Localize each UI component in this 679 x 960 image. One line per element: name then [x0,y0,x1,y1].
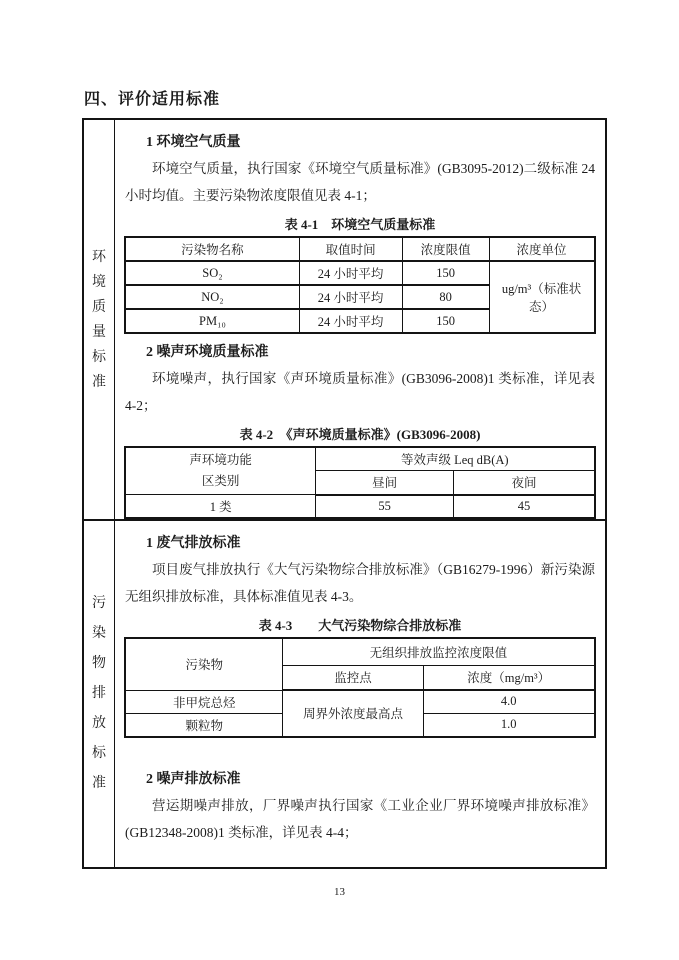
header-function-zone-line2: 区类别 [201,474,240,488]
env-quality-section-label [84,120,115,519]
cell-limit: 150 [402,309,489,333]
cell-unit: ug/m³（标准状态） [489,261,595,333]
header-monitor-point: 监控点 [283,665,424,690]
cell-time: 24 小时平均 [299,285,402,309]
air-quality-paragraph: 环境空气质量，执行国家《环境空气质量标准》(GB3095-2012)二级标准 24 小时均值。主要污染物浓度限值见表 4-1； [125,161,595,203]
header-daytime: 昼间 [315,471,453,495]
env-quality-section [84,120,605,519]
table-4-1-caption: 表 4-1 环境空气质量标准 [284,217,436,232]
emission-label-text: 污染物排放标准 [92,596,106,791]
table-4-2-group-header-row [125,447,594,471]
header-concentration: 浓度（mg/m³） [423,665,594,690]
table-4-3-caption: 表 4-3 大气污染物综合排放标准 [258,618,462,633]
gas-emission-paragraph: 项目废气排放执行《大气污染物综合排放标准》（GB16279-1996）新污染源无组织排放标准，具体标准值见表 4-3。 [125,562,595,604]
air-quality-heading: 1 环境空气质量 [146,135,241,150]
cell-pollutant: 非甲烷总烃 [125,690,282,713]
table-row-so2 [125,261,594,285]
doc-title: 四、评价适用标准 [84,91,221,108]
cell-pollutant: SO₂ [125,261,299,285]
table-4-1-header-row [125,237,594,261]
header-function-zone [125,447,315,495]
cell-time: 24 小时平均 [299,309,402,333]
cell-zone-class: 1 类 [125,495,315,519]
cell-night-limit: 45 [454,495,595,519]
table-4-1 [124,236,595,334]
cell-limit: 80 [402,285,489,309]
cell-limit: 150 [402,261,489,285]
header-fugitive-group: 无组织排放监控浓度限值 [283,638,595,665]
emission-content [115,521,605,867]
cell-pollutant: NO₂ [125,285,299,309]
header-pollutant: 污染物 [125,638,282,690]
cell-monitor-point: 周界外浓度最高点 [283,690,424,737]
header-sampling-time: 取值时间 [299,237,402,261]
noise-quality-heading: 2 噪声环境质量标准 [146,345,269,360]
table-4-2-data-row [125,495,594,519]
table-4-3 [124,637,595,738]
table-4-2 [124,446,595,519]
table-4-2-caption: 表 4-2 《声环境质量标准》(GB3096-2008) [239,427,481,442]
cell-pollutant: 颗粒物 [125,713,282,737]
env-quality-label-text: 环境质量标准 [92,249,106,390]
page-number: 13 [334,886,345,898]
header-concentration-unit: 浓度单位 [489,237,595,261]
table-row-nmhc [125,690,594,713]
table-4-3-group-header-row [125,638,594,665]
noise-emission-paragraph: 营运期噪声排放，厂界噪声执行国家《工业企业厂界环境噪声排放标准》(GB12348-2008)1 类标准，详见表 4-4； [125,797,595,840]
header-pollutant-name: 污染物名称 [125,237,299,261]
cell-limit: 1.0 [423,713,594,737]
cell-pollutant: PM₁₀ [125,309,299,333]
cell-day-limit: 55 [315,495,453,519]
emission-section-label [84,521,115,867]
header-nighttime: 夜间 [454,471,595,495]
header-concentration-limit: 浓度限值 [402,237,489,261]
gas-emission-heading: 1 废气排放标准 [146,536,241,551]
header-leq-group: 等效声级 Leq dB(A) [315,447,594,471]
standards-outer-table [82,118,607,869]
emission-section [84,519,605,867]
cell-time: 24 小时平均 [299,261,402,285]
noise-quality-paragraph: 环境噪声，执行国家《声环境质量标准》(GB3096-2008)1 类标准，详见表 4-2； [125,371,595,413]
env-quality-content [115,120,605,519]
noise-emission-heading: 2 噪声排放标准 [146,771,241,787]
cell-limit: 4.0 [423,690,594,713]
header-function-zone-line1: 声环境功能 [189,453,252,467]
